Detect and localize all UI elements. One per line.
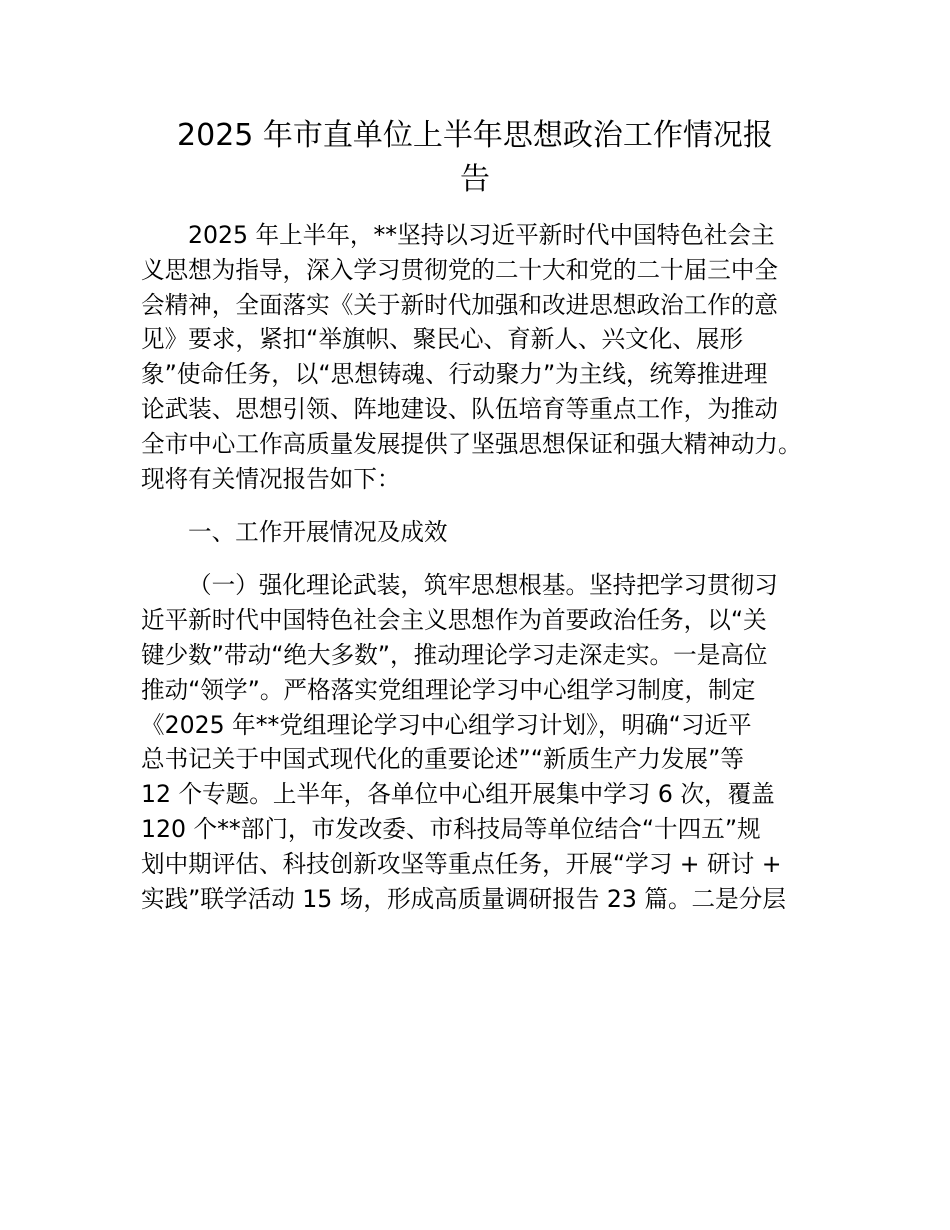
document-title	[140, 114, 810, 202]
section-heading: 一、工作开展情况及成效	[188, 517, 448, 546]
text-line: 键少数”带动“绝大多数”，推动理论学习走深走实。一是高位	[141, 640, 768, 669]
text-line: 推动“领学”。严格落实党组理论学习中心组学习制度，制定	[141, 675, 756, 704]
text-line: 现将有关情况报告如下：	[141, 464, 401, 493]
text-line: 总书记关于中国式现代化的重要论述”“新质生产力发展”等	[141, 745, 744, 774]
title-line: 告	[460, 162, 490, 197]
text-line: 会精神，全面落实《关于新时代加强和改进思想政治工作的意	[141, 290, 779, 319]
text-line: 实践”联学活动 15 场，形成高质量调研报告 23 篇。二是分层	[141, 884, 786, 913]
text-line: 《2025 年**党组理论学习中心组学习计划》，明确“习近平	[141, 710, 752, 739]
title-line: 2025 年市直单位上半年思想政治工作情况报	[177, 118, 773, 153]
text-line: 全市中心工作高质量发展提供了坚强思想保证和强大精神动力。	[141, 429, 802, 458]
text-line: 象”使命任务，以“思想铸魂、行动聚力”为主线，统筹推进理	[141, 360, 768, 389]
text-line: 见》要求，紧扣“举旗帜、聚民心、育新人、兴文化、展形	[141, 325, 744, 354]
text-line: （一）强化理论武装，筑牢思想根基。坚持把学习贯彻习	[188, 571, 778, 600]
text-line: 划中期评估、科技创新攻坚等重点任务，开展“学习 + 研讨 +	[141, 849, 782, 878]
paragraph-intro	[141, 218, 813, 496]
text-line: 义思想为指导，深入学习贯彻党的二十大和党的二十届三中全	[141, 255, 779, 284]
text-line: 论武装、思想引领、阵地建设、队伍培育等重点工作，为推动	[141, 394, 779, 423]
paragraph-theory	[141, 568, 813, 916]
text-line: 2025 年上半年，**坚持以习近平新时代中国特色社会主	[188, 221, 775, 249]
text-line: 12 个专题。上半年，各单位中心组开展集中学习 6 次，覆盖	[141, 780, 775, 809]
text-line: 120 个**部门，市发改委、市科技局等单位结合“十四五”规	[141, 814, 761, 843]
text-line: 近平新时代中国特色社会主义思想作为首要政治任务，以“关	[141, 606, 767, 635]
document-body	[141, 218, 813, 916]
